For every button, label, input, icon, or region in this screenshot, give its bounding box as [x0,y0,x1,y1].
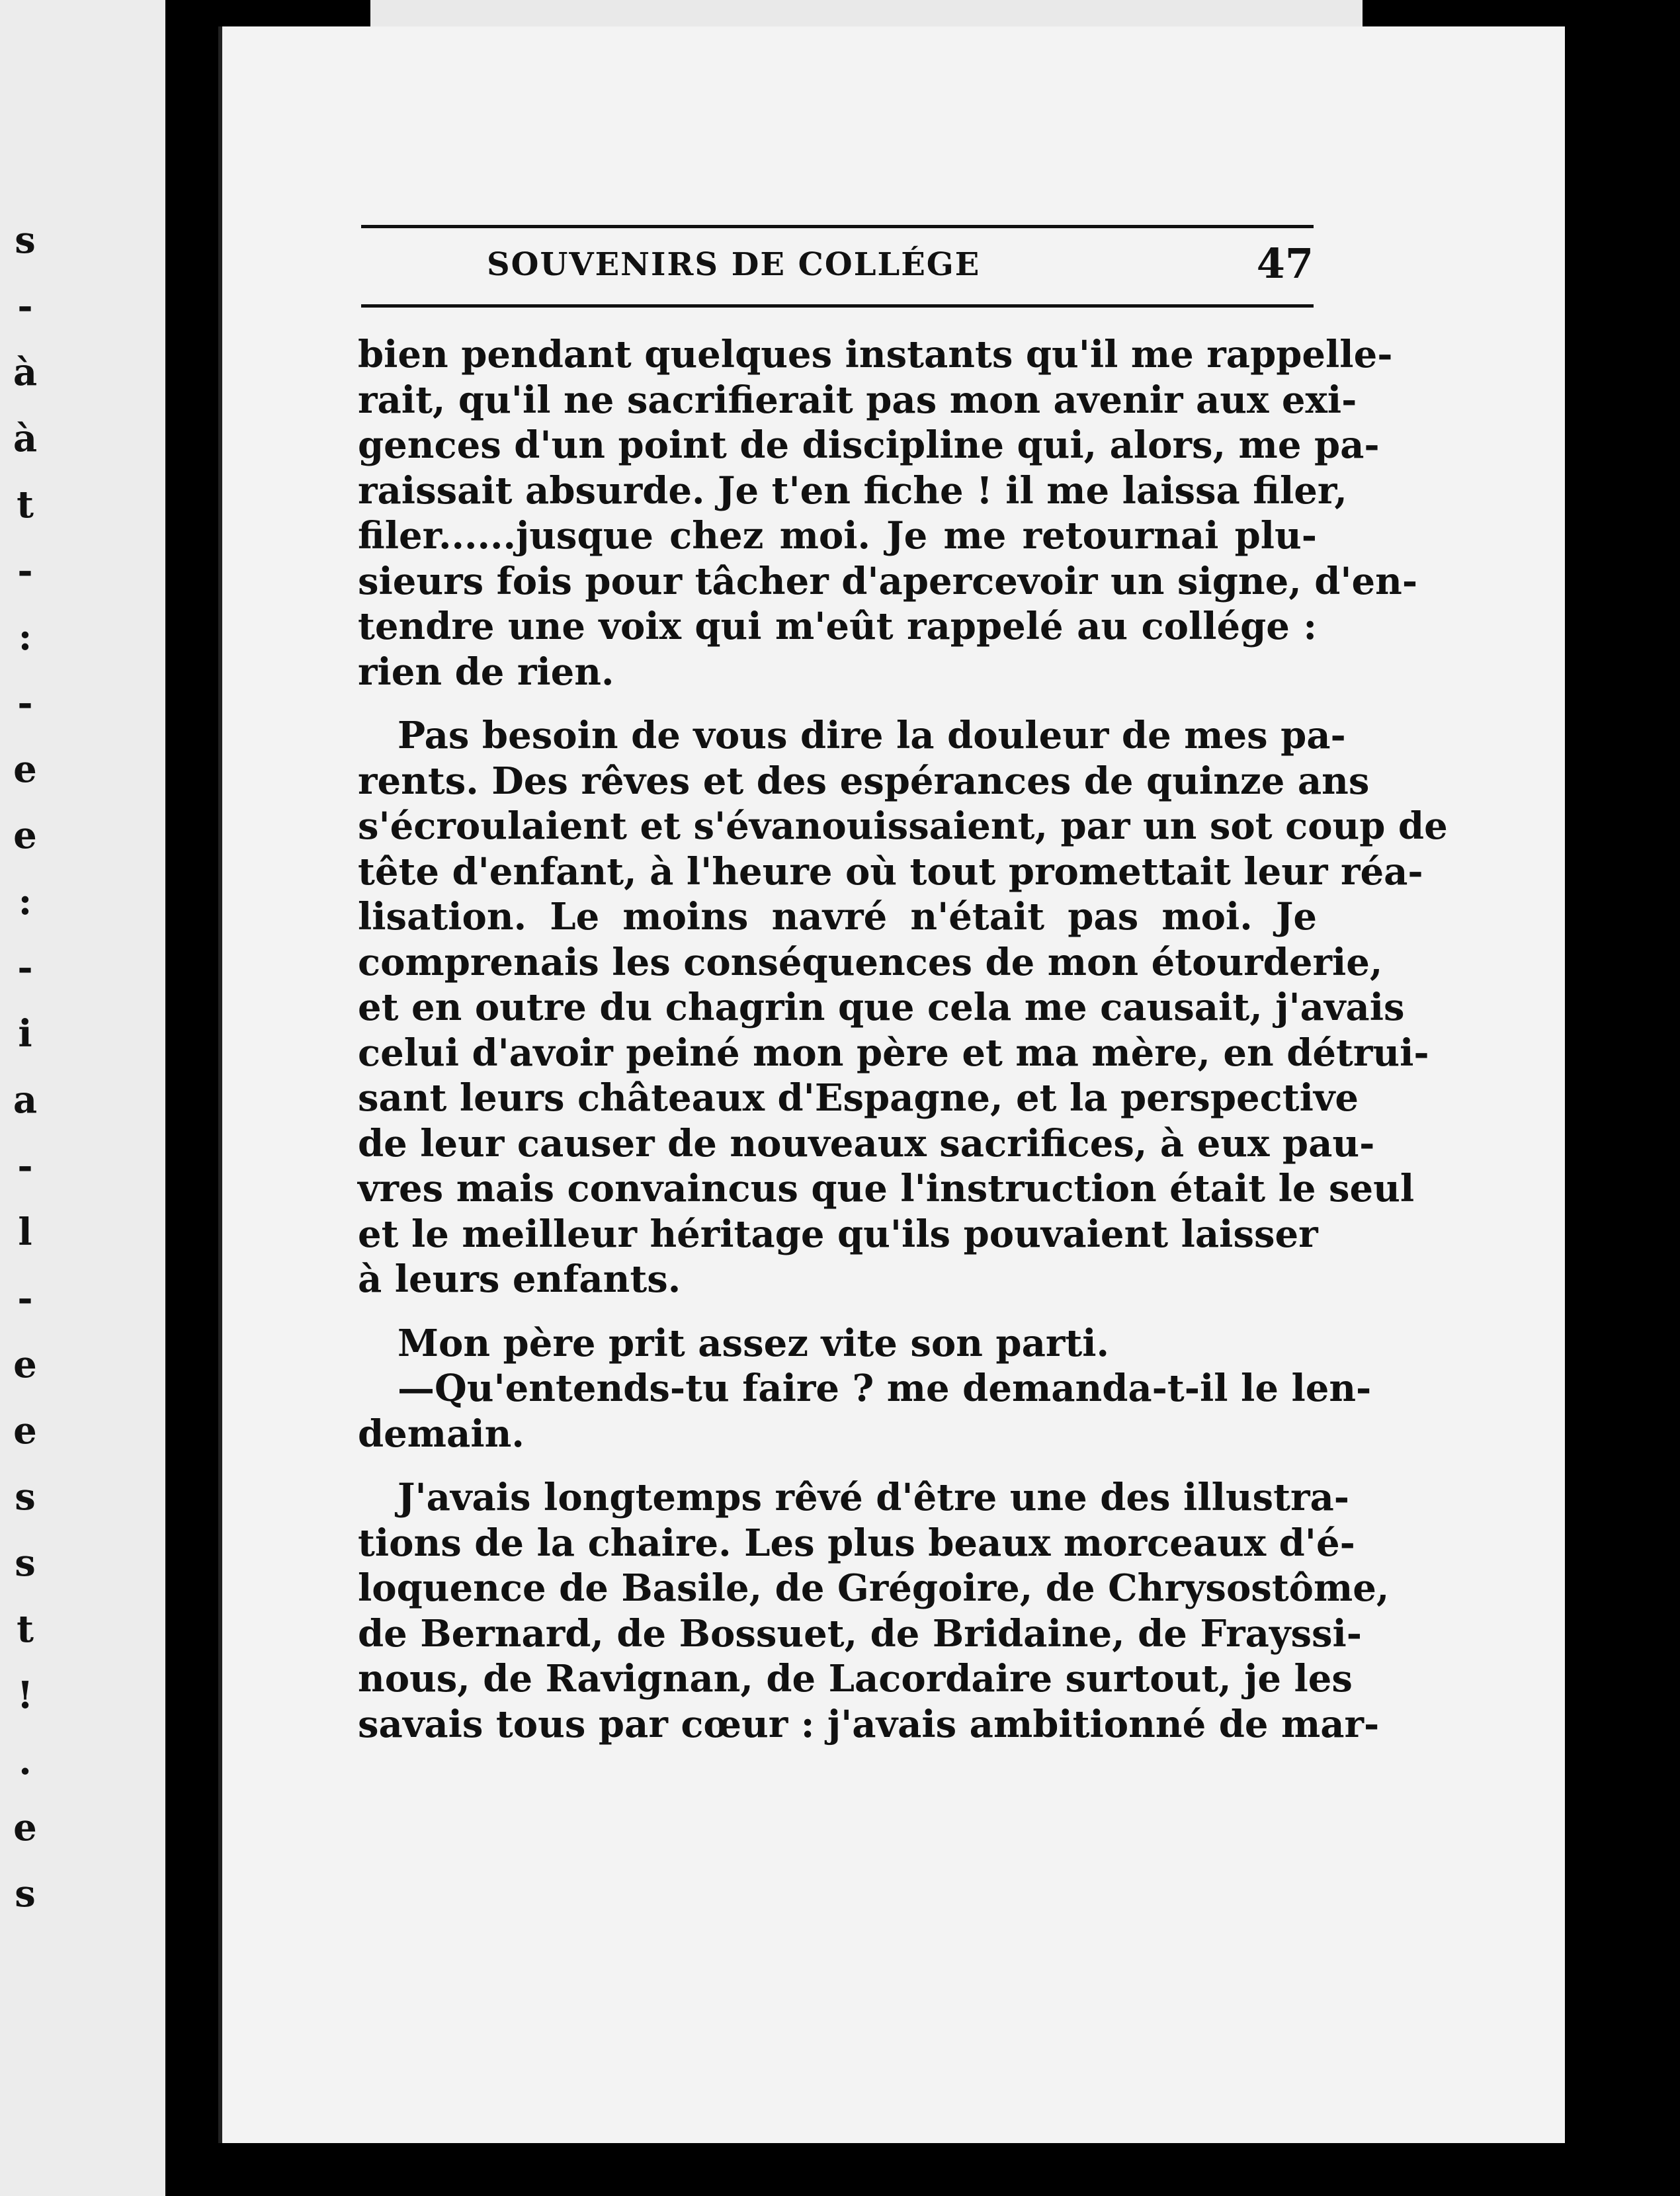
text-line: filer......jusque chez moi. Je me retournai plu- [358,514,1317,558]
text-line: raissait absurde. Je t'en fiche ! il me laissa filer, [358,468,1347,513]
book-spine [165,0,218,2196]
facing-page-fragments [12,218,144,1938]
text-line: tions de la chaire. Les plus beaux morceaux d'é- [358,1521,1355,1565]
top-page-strip [370,0,1363,26]
text-line: loquence de Basile, de Grégoire, de Chrysostôme, [358,1566,1390,1610]
header-rule-bottom [361,304,1314,308]
text-line: de Bernard, de Bossuet, de Bridaine, de Frayssi- [358,1611,1363,1656]
facing-page-fragment: s [15,1872,36,1916]
facing-page-fragment: l [18,1210,32,1254]
text-line: vres mais convaincus que l'instruction était le seul [358,1167,1415,1210]
facing-page-fragment: e [13,747,37,791]
text-line: demain. [358,1412,525,1456]
facing-page-fragment: à [13,351,38,394]
facing-page-fragment: t [17,483,34,527]
facing-page-fragment: . [19,1740,32,1783]
header-rule-top [361,225,1314,228]
text-line: s'écroulaient et s'évanouissaient, par un sot coup de [358,804,1448,848]
text-line: —Qu'entends-tu faire ? me demanda-t-il le len- [398,1367,1372,1410]
facing-page-fragment: - [17,1144,33,1188]
facing-page-fragment: s [15,218,36,262]
text-line: à leurs enfants. [358,1257,681,1301]
facing-page-edge [0,0,165,2196]
text-line: Pas besoin de vous dire la douleur de mes pa- [398,714,1346,757]
paragraph-gap [358,1302,1317,1321]
paragraph-gap [358,695,1317,713]
facing-page-fragment: - [17,681,33,725]
facing-page-fragment: a [13,1078,38,1122]
text-line: savais tous par cœur : j'avais ambitionné de mar- [358,1702,1380,1746]
text-line: tendre une voix qui m'eût rappelé au collége : [358,605,1317,648]
paragraph-gap [358,1457,1317,1475]
text-line: et le meilleur héritage qu'ils pouvaient laisser [358,1212,1318,1256]
text-line: rents. Des rêves et des espérances de quinze ans [358,759,1370,803]
facing-page-fragment: t [17,1607,34,1651]
text-line: Mon père prit assez vite son parti. [398,1321,1110,1365]
text-line: celui d'avoir peiné mon père et ma mère, en détrui- [358,1031,1429,1075]
text-line: sieurs fois pour tâcher d'apercevoir un signe, d'en- [358,559,1418,603]
text-line: rien de rien. [358,650,614,694]
facing-page-fragment: - [17,1277,33,1320]
facing-page-fragment: ! [17,1673,34,1717]
facing-page-fragment: : [18,615,32,659]
facing-page-fragment: e [13,814,37,857]
text-line: tête d'enfant, à l'heure où tout promettait leur réa- [358,849,1423,894]
page-header [361,225,1314,311]
text-line: bien pendant quelques instants qu'il me rappelle- [358,333,1393,376]
text-line: de leur causer de nouveaux sacrifices, à eux pau- [358,1121,1375,1165]
text-line: sant leurs châteaux d'Espagne, et la perspective [358,1076,1359,1120]
facing-page-fragment: s [15,1541,36,1585]
text-line: gences d'un point de discipline qui, alors, me pa- [358,423,1380,467]
page-number: 47 [1256,239,1314,288]
running-head: SOUVENIRS DE COLLÉGE [487,246,981,283]
facing-page-fragment: à [13,417,38,460]
text-line: et en outre du chagrin que cela me causait, j'avais [358,986,1405,1029]
text-line: comprenais les conséquences de mon étourderie, [358,940,1383,984]
facing-page-fragment: : [18,880,32,923]
text-line: lisation. Le moins navré n'était pas moi. Je [358,895,1317,939]
facing-page-fragment: - [17,549,33,593]
facing-page-fragment: e [13,1343,37,1386]
text-line: nous, de Ravignan, de Lacordaire surtout, je les [358,1657,1353,1701]
text-line: J'avais longtemps rêvé d'être une des illustra- [398,1476,1350,1519]
body-text [358,332,1448,1747]
facing-page-fragment: i [18,1012,32,1056]
text-line: rait, qu'il ne sacrifierait pas mon avenir aux exi- [358,378,1357,422]
book-page [218,26,1565,2143]
facing-page-fragment: - [17,946,33,990]
facing-page-fragment: e [13,1806,37,1849]
facing-page-fragment: e [13,1409,37,1453]
facing-page-fragment: - [17,284,33,328]
facing-page-fragment: s [15,1475,36,1519]
